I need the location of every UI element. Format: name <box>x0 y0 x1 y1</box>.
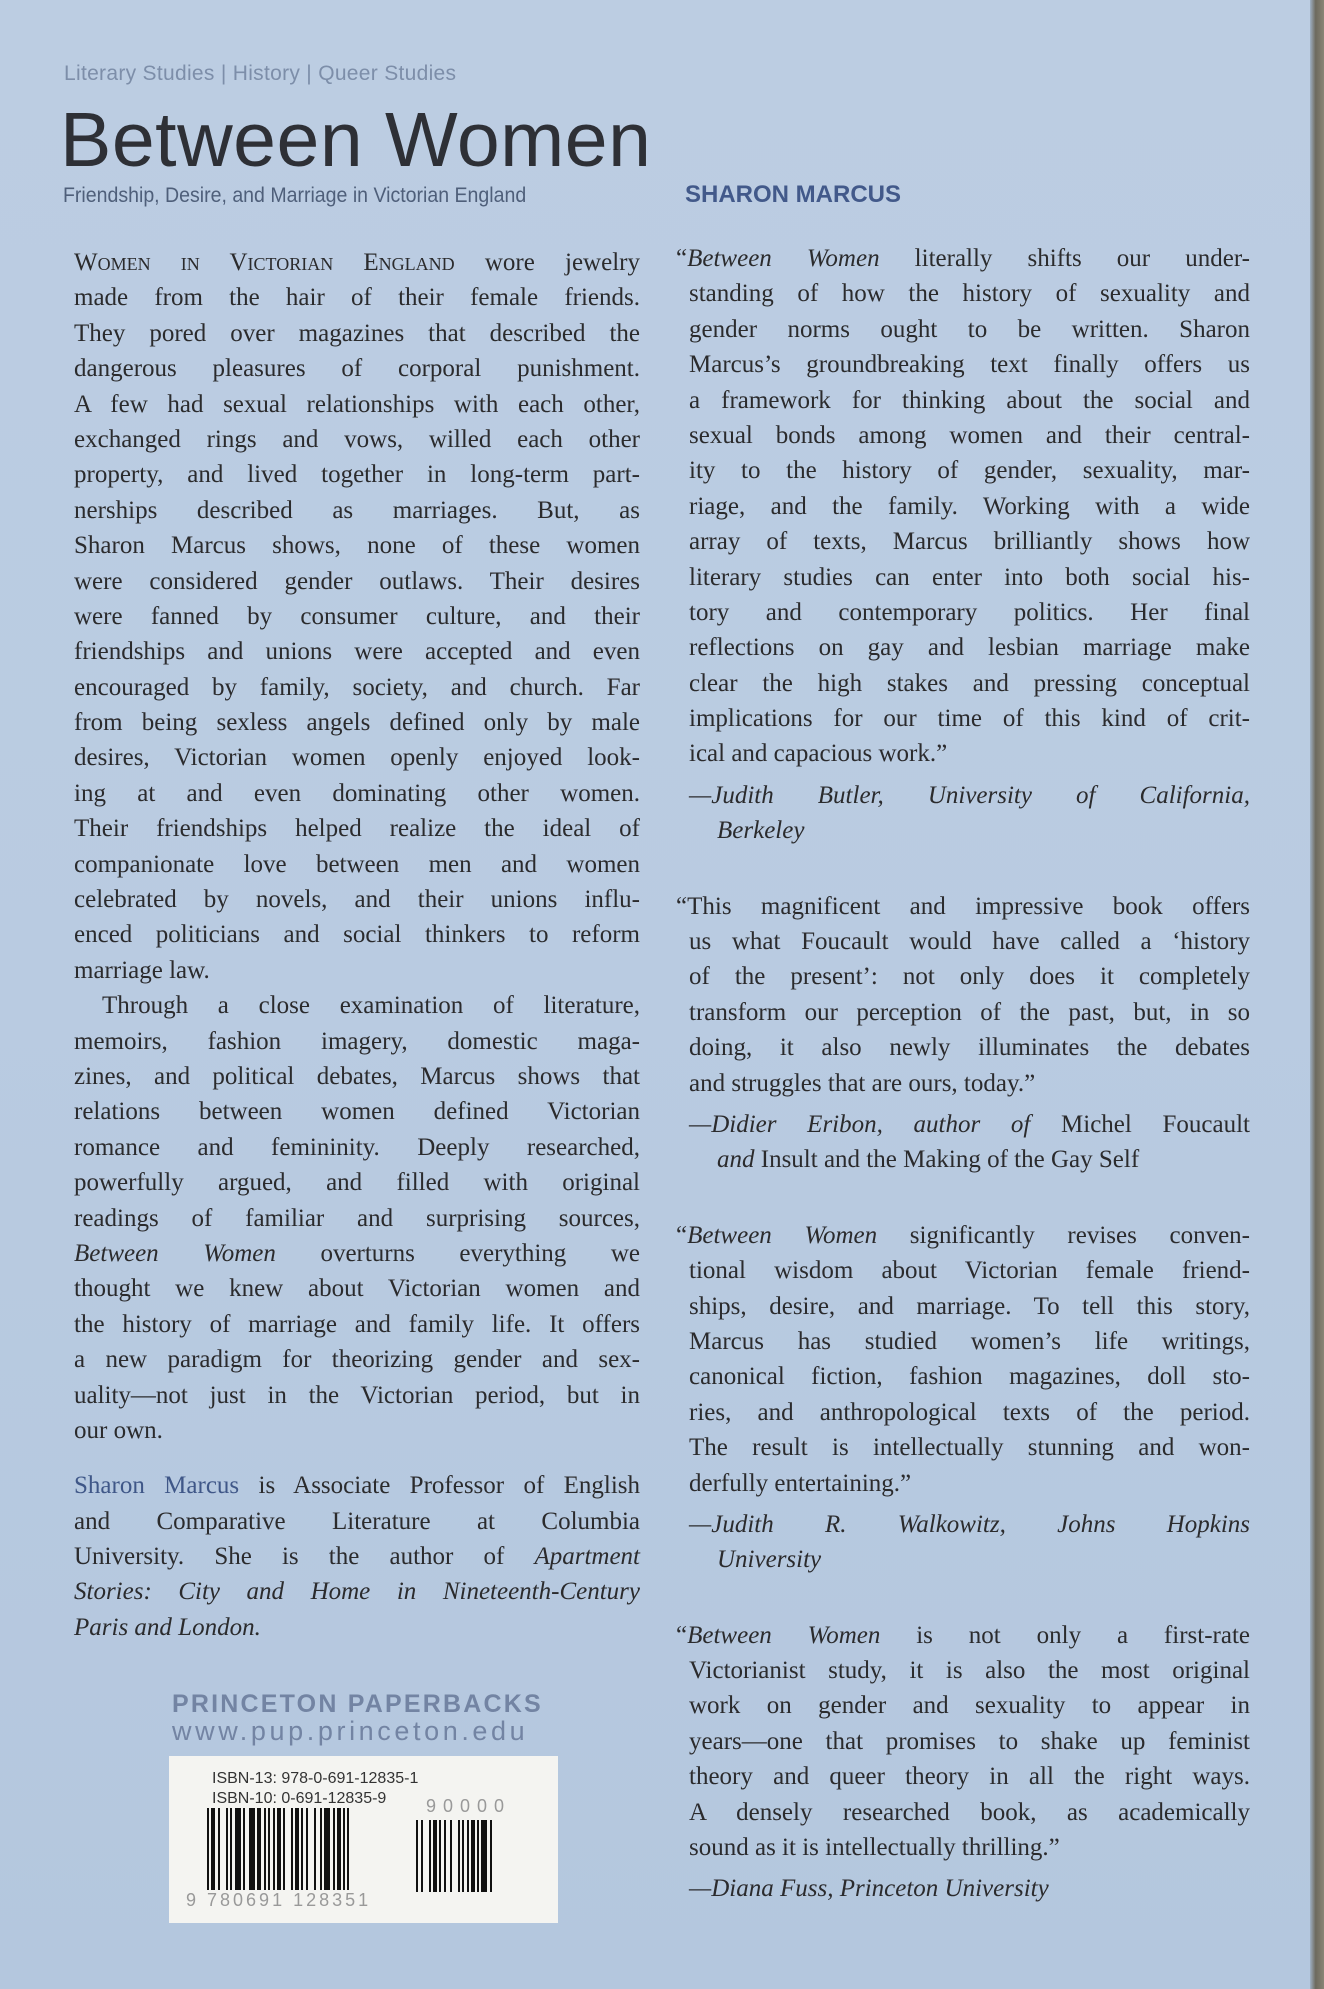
text-line: A densely researched book, as academically <box>689 1798 1250 1826</box>
text-line: made from the hair of their female friends. <box>74 284 640 312</box>
text-segment: University <box>717 1546 822 1574</box>
barcode-bar <box>490 1820 492 1892</box>
text-line: sound as it is intellectually thrilling.” <box>689 1834 1060 1862</box>
price-code: 90000 <box>426 1796 512 1816</box>
text-line: and Comparative Literature at Columbia <box>74 1507 640 1535</box>
barcode-bar <box>301 1808 303 1892</box>
blurb-paragraph <box>74 988 640 1448</box>
text-line: gender norms ought to be written. Sharon <box>689 315 1250 343</box>
text-line: ries, and anthropological texts of the period. <box>689 1398 1250 1426</box>
barcode-bar <box>249 1808 255 1892</box>
text-line <box>74 1574 640 1609</box>
text-line: were fanned by consumer culture, and their <box>74 602 640 630</box>
text-line: our own. <box>74 1416 163 1444</box>
text-line: A few had sexual relationships with each other, <box>74 390 640 418</box>
text-line: companionate love between men and women <box>74 850 640 878</box>
author-bio <box>74 1468 640 1645</box>
text-line: Sharon Marcus shows, none of these women <box>74 532 640 560</box>
text-line: work on gender and sexuality to appear in <box>689 1692 1250 1720</box>
barcode-bar <box>218 1808 220 1892</box>
text-line <box>689 778 1250 813</box>
publisher-block <box>172 1690 543 1747</box>
barcode-bar <box>429 1820 431 1892</box>
text-line: The result is intellectually stunning and won- <box>689 1434 1250 1462</box>
text-line: riage, and the family. Working with a wide <box>689 492 1250 520</box>
barcode-bar <box>257 1808 261 1892</box>
text-line: zines, and political debates, Marcus shows that <box>74 1062 640 1090</box>
text-line <box>689 1107 1250 1142</box>
text-line <box>689 1871 1250 1906</box>
text-line: literary studies can enter into both social his- <box>689 563 1250 591</box>
isbn-10: ISBN-10: 0-691-12835-9 <box>212 1790 387 1807</box>
text-line: romance and femininity. Deeply researched, <box>74 1133 640 1161</box>
text-line: array of texts, Marcus brilliantly shows how <box>689 528 1250 556</box>
text-line: readings of familiar and surprising sources, <box>74 1204 640 1232</box>
text-line: tory and contemporary politics. Her final <box>689 598 1250 626</box>
text-line: doing, it also newly illuminates the debates <box>689 1034 1250 1062</box>
barcode-bar <box>477 1820 479 1892</box>
blurb-paragraph <box>74 245 640 988</box>
text-segment: Between Women <box>74 1239 276 1267</box>
text-segment: is Associate Professor of English <box>239 1472 641 1500</box>
text-line: from being sexless angels defined only by male <box>74 709 640 737</box>
barcode-bar <box>320 1808 322 1892</box>
barcode-bar <box>433 1820 437 1892</box>
barcode-bar <box>324 1808 330 1892</box>
text-segment: “ <box>676 245 688 272</box>
text-line <box>689 1507 1250 1542</box>
text-line: powerfully argued, and filled with original <box>74 1169 640 1197</box>
text-line <box>676 241 1250 276</box>
text-line <box>74 1236 640 1271</box>
barcode-digits: 9 780691 128351 <box>186 1890 372 1910</box>
text-line <box>74 245 640 280</box>
endorsement-attribution <box>669 1107 1250 1178</box>
barcode-bar <box>268 1808 270 1892</box>
barcode-bar <box>481 1820 487 1892</box>
text-line: uality—not just in the Victorian period, but in <box>74 1381 640 1409</box>
text-line: thought we knew about Victorian women and <box>74 1275 640 1303</box>
barcode-bar <box>226 1808 228 1892</box>
text-line <box>74 1539 640 1574</box>
text-line: implications for our time of this kind of crit- <box>689 705 1250 733</box>
text-line <box>689 813 1250 848</box>
text-segment: Stories: City and Home in Nineteenth-Century <box>74 1578 640 1606</box>
text-line: memoirs, fashion imagery, domestic maga- <box>74 1027 640 1055</box>
text-segment: Sharon Marcus <box>74 1472 240 1500</box>
text-line <box>689 1142 1250 1177</box>
text-segment: literally shifts our under- <box>879 245 1250 272</box>
text-segment: University. She is the author of <box>74 1543 535 1571</box>
text-line <box>676 1218 1250 1253</box>
book-title: Between Women <box>60 97 652 183</box>
barcode-bar <box>421 1820 423 1892</box>
ean-barcode <box>207 1808 407 1892</box>
text-segment: Paris and London. <box>74 1613 261 1641</box>
text-line: theory and queer theory in all the right ways. <box>689 1763 1250 1791</box>
isbn-13: ISBN-13: 978-0-691-12835-1 <box>212 1770 419 1787</box>
text-line: reflections on gay and lesbian marriage make <box>689 634 1250 662</box>
text-line: and struggles that are ours, today.” <box>689 1069 1036 1097</box>
endorsement-attribution <box>669 778 1250 849</box>
barcode-bar <box>273 1808 275 1892</box>
price-barcode <box>416 1820 521 1892</box>
barcode-bar <box>337 1808 341 1892</box>
text-segment: Michel Foucault <box>1030 1110 1250 1138</box>
text-segment: wore jewelry <box>454 249 640 276</box>
endorsement-quote <box>669 889 1250 1101</box>
text-line: desires, Victorian women openly enjoyed look- <box>74 744 640 772</box>
barcode-bar <box>306 1808 308 1892</box>
text-segment: and <box>717 1146 755 1174</box>
text-line: dangerous pleasures of corporal punishment. <box>74 355 640 383</box>
text-line: years—one that promises to shake up feminist <box>689 1727 1250 1755</box>
text-line: transform our perception of the past, but, in so <box>689 998 1250 1026</box>
endorsement-quote <box>669 1218 1250 1501</box>
text-line: sexual bonds among women and their central- <box>689 421 1250 449</box>
text-segment: —Diana Fuss, Princeton University <box>689 1875 1049 1903</box>
text-line: property, and lived together in long-term part- <box>74 461 640 489</box>
text-segment: Apartment <box>534 1543 640 1571</box>
barcode-bar <box>444 1820 446 1892</box>
text-segment: Insult and the Making of the Gay Self <box>754 1146 1140 1174</box>
text-line: ity to the history of gender, sexuality, mar- <box>689 457 1250 485</box>
text-line: friendships and unions were accepted and even <box>74 638 640 666</box>
barcode-bar <box>235 1808 241 1892</box>
barcode-bar <box>458 1820 460 1892</box>
text-segment: —Didier Eribon, author of <box>689 1110 1031 1138</box>
barcode-box <box>169 1756 558 1923</box>
endorsement-quote <box>669 241 1250 772</box>
text-line: us what Foucault would have called a ‘history <box>689 928 1250 956</box>
text-line: relations between women defined Victorian <box>74 1098 640 1126</box>
text-line: a framework for thinking about the social and <box>689 386 1250 414</box>
barcode-bar <box>277 1808 281 1892</box>
barcode-bar <box>243 1808 245 1892</box>
text-line: encouraged by family, society, and church. Far <box>74 673 640 701</box>
barcode-bar <box>471 1820 475 1892</box>
text-segment: Between Women <box>687 1621 881 1649</box>
text-line <box>74 1468 640 1503</box>
text-line: were considered gender outlaws. Their desires <box>74 567 640 595</box>
publisher-url: www.pup.princeton.edu <box>172 1716 529 1746</box>
text-segment: Between Women <box>687 245 880 272</box>
text-line: a new paradigm for theorizing gender and sex- <box>74 1346 640 1374</box>
text-line: Marcus has studied women’s life writings, <box>689 1327 1250 1355</box>
text-segment: Between Women <box>687 1221 878 1249</box>
text-line: Their friendships helped realize the ideal of <box>74 815 640 843</box>
barcode-bar <box>416 1820 418 1892</box>
text-line: ing at and even dominating other women. <box>74 779 640 807</box>
endorsements-column <box>669 241 1250 1907</box>
text-line: ical and capacious work.” <box>689 740 948 768</box>
barcode-bar <box>314 1808 316 1892</box>
text-line: standing of how the history of sexuality and <box>689 280 1250 308</box>
barcode-bar <box>439 1820 441 1892</box>
barcode-bar <box>450 1820 452 1892</box>
text-line: Victorianist study, it is also the most original <box>689 1657 1250 1685</box>
barcode-bar <box>264 1808 266 1892</box>
text-segment: overturns everything we <box>275 1239 640 1267</box>
barcode-bar <box>347 1808 349 1892</box>
text-line <box>676 1618 1250 1653</box>
text-line: marriage law. <box>74 956 210 984</box>
text-line: canonical fiction, fashion magazines, doll sto- <box>689 1363 1250 1391</box>
barcode-bar <box>207 1808 209 1892</box>
text-line: celebrated by novels, and their unions influ- <box>74 886 640 914</box>
barcode-bar <box>291 1808 293 1892</box>
text-line: tional wisdom about Victorian female friend- <box>689 1257 1250 1285</box>
endorsement-quote <box>669 1618 1250 1866</box>
text-line: Marcus’s groundbreaking text finally offers us <box>689 351 1250 379</box>
endorsement-attribution <box>669 1871 1250 1906</box>
text-line: ships, desire, and marriage. To tell this story, <box>689 1292 1250 1320</box>
endorsement-attribution <box>669 1507 1250 1578</box>
text-segment: significantly revises conven- <box>877 1221 1250 1249</box>
text-segment: Berkeley <box>717 817 805 845</box>
category-line: Literary Studies | History | Queer Studies <box>64 62 457 85</box>
text-segment: is not only a first-rate <box>880 1621 1250 1649</box>
text-line: Through a close examination of literature, <box>102 992 640 1020</box>
text-line: derfully entertaining.” <box>689 1469 912 1497</box>
text-segment: “ <box>676 1621 688 1649</box>
text-line <box>689 1542 1250 1577</box>
text-line: They pored over magazines that described the <box>74 319 640 347</box>
barcode-bar <box>343 1808 345 1892</box>
barcode-bar <box>211 1808 215 1892</box>
blurb-column <box>74 245 640 1645</box>
text-line: “This magnificent and impressive book offers <box>676 892 1250 920</box>
text-segment: Women in Victorian England <box>74 249 455 276</box>
barcode-bar <box>333 1808 335 1892</box>
text-line: exchanged rings and vows, willed each other <box>74 425 640 453</box>
text-line: enced politicians and social thinkers to reform <box>74 921 640 949</box>
text-line: of the present’: not only does it completely <box>689 963 1250 991</box>
barcode-bar <box>283 1808 285 1892</box>
barcode-bar <box>295 1808 299 1892</box>
text-segment: “ <box>676 1221 688 1249</box>
text-line <box>74 1610 640 1645</box>
imprint: PRINCETON PAPERBACKS <box>172 1690 543 1718</box>
text-segment: —Judith Butler, University of California, <box>689 781 1250 809</box>
barcode-bar <box>230 1808 232 1892</box>
author-name: SHARON MARCUS <box>685 181 901 208</box>
text-line: clear the high stakes and pressing conceptual <box>689 669 1250 697</box>
barcode-bar <box>462 1820 464 1892</box>
text-segment: —Judith R. Walkowitz, Johns Hopkins <box>689 1510 1250 1538</box>
book-subtitle: Friendship, Desire, and Marriage in Victorian England <box>63 184 527 207</box>
barcode-bar <box>467 1820 469 1892</box>
text-line: nerships described as marriages. But, as <box>74 496 640 524</box>
text-line: the history of marriage and family life. It offers <box>74 1310 640 1338</box>
page-edge <box>1310 0 1324 1989</box>
